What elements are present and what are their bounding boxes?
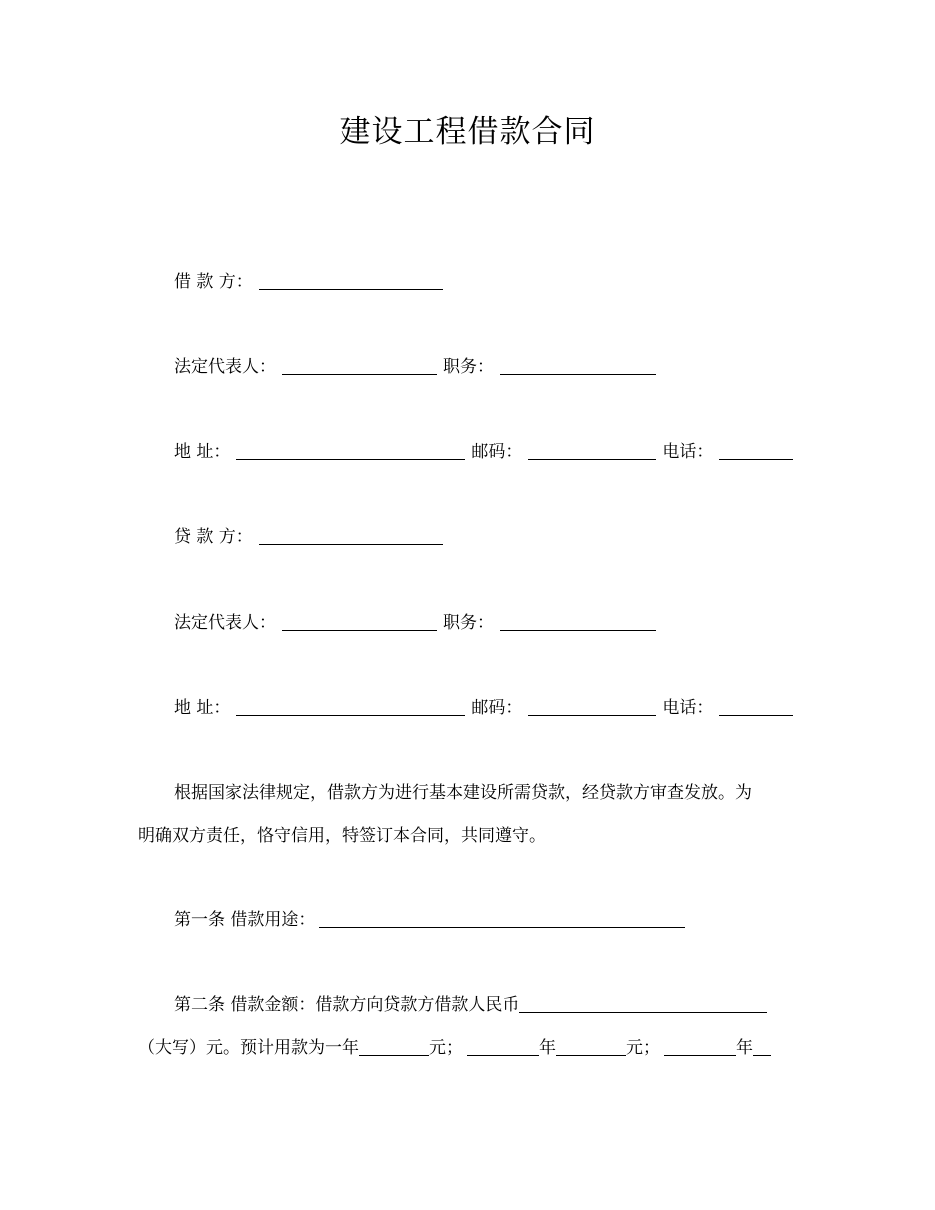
intro-line-1: 根据国家法律规定，借款方为进行基本建设所需贷款，经贷款方审查发放。为	[174, 783, 752, 803]
borrower-rep-label: 法定代表人：	[174, 357, 276, 377]
borrower-position-field[interactable]	[500, 358, 656, 375]
lender-postcode-label: 邮码：	[471, 698, 523, 718]
article-2-line-2	[138, 1036, 771, 1060]
article-2-label: 第二条 借款金额：借款方向贷款方借款人民币	[174, 995, 520, 1015]
lender-rep-row	[174, 611, 662, 635]
borrower-label: 借 款 方：	[174, 272, 253, 292]
article-1-label: 第一条 借款用途：	[174, 910, 316, 930]
article-2-text-d: 元；	[626, 1038, 660, 1058]
borrower-rep-row	[174, 355, 662, 379]
borrower-address-field[interactable]	[236, 443, 465, 460]
borrower-phone-label: 电话：	[662, 442, 714, 462]
lender-label: 贷 款 方：	[174, 527, 253, 547]
lender-position-label: 职务：	[443, 613, 494, 633]
lender-phone-field[interactable]	[719, 699, 793, 716]
borrower-postcode-field[interactable]	[528, 443, 656, 460]
borrower-postcode-label: 邮码：	[471, 442, 523, 462]
article-2-text-a: （大写）元。预计用款为一年	[138, 1038, 359, 1058]
lender-rep-label: 法定代表人：	[174, 613, 276, 633]
loan-purpose-field[interactable]	[319, 911, 685, 928]
article-2-text-b: 元；	[429, 1038, 463, 1058]
lender-postcode-field[interactable]	[528, 699, 656, 716]
lender-name-field[interactable]	[259, 528, 443, 545]
year3-amount-field[interactable]	[753, 1039, 771, 1056]
page-title: 建设工程借款合同	[339, 114, 596, 150]
lender-address-field[interactable]	[236, 699, 465, 716]
lender-address-row	[174, 696, 793, 720]
borrower-name-field[interactable]	[259, 273, 443, 290]
year2-amount-field[interactable]	[556, 1039, 626, 1056]
lender-position-field[interactable]	[500, 614, 656, 631]
article-2-text-e: 年	[736, 1038, 753, 1058]
borrower-address-row	[174, 440, 793, 464]
year1-amount-field[interactable]	[359, 1039, 429, 1056]
lender-phone-label: 电话：	[662, 698, 714, 718]
article-2-row	[174, 993, 767, 1017]
borrower-rep-field[interactable]	[282, 358, 437, 375]
borrower-phone-field[interactable]	[719, 443, 793, 460]
borrower-name-row	[174, 270, 449, 294]
borrower-position-label: 职务：	[443, 357, 494, 377]
intro-line-2: 明确双方责任，恪守信用，特签订本合同，共同遵守。	[138, 826, 546, 846]
year3-field[interactable]	[664, 1039, 736, 1056]
lender-name-row	[174, 525, 449, 549]
loan-amount-field[interactable]	[519, 996, 767, 1013]
article-1-row	[174, 908, 691, 932]
borrower-address-label: 地 址：	[174, 442, 231, 462]
year2-field[interactable]	[467, 1039, 539, 1056]
lender-rep-field[interactable]	[282, 614, 437, 631]
article-2-text-c: 年	[539, 1038, 556, 1058]
lender-address-label: 地 址：	[174, 698, 231, 718]
